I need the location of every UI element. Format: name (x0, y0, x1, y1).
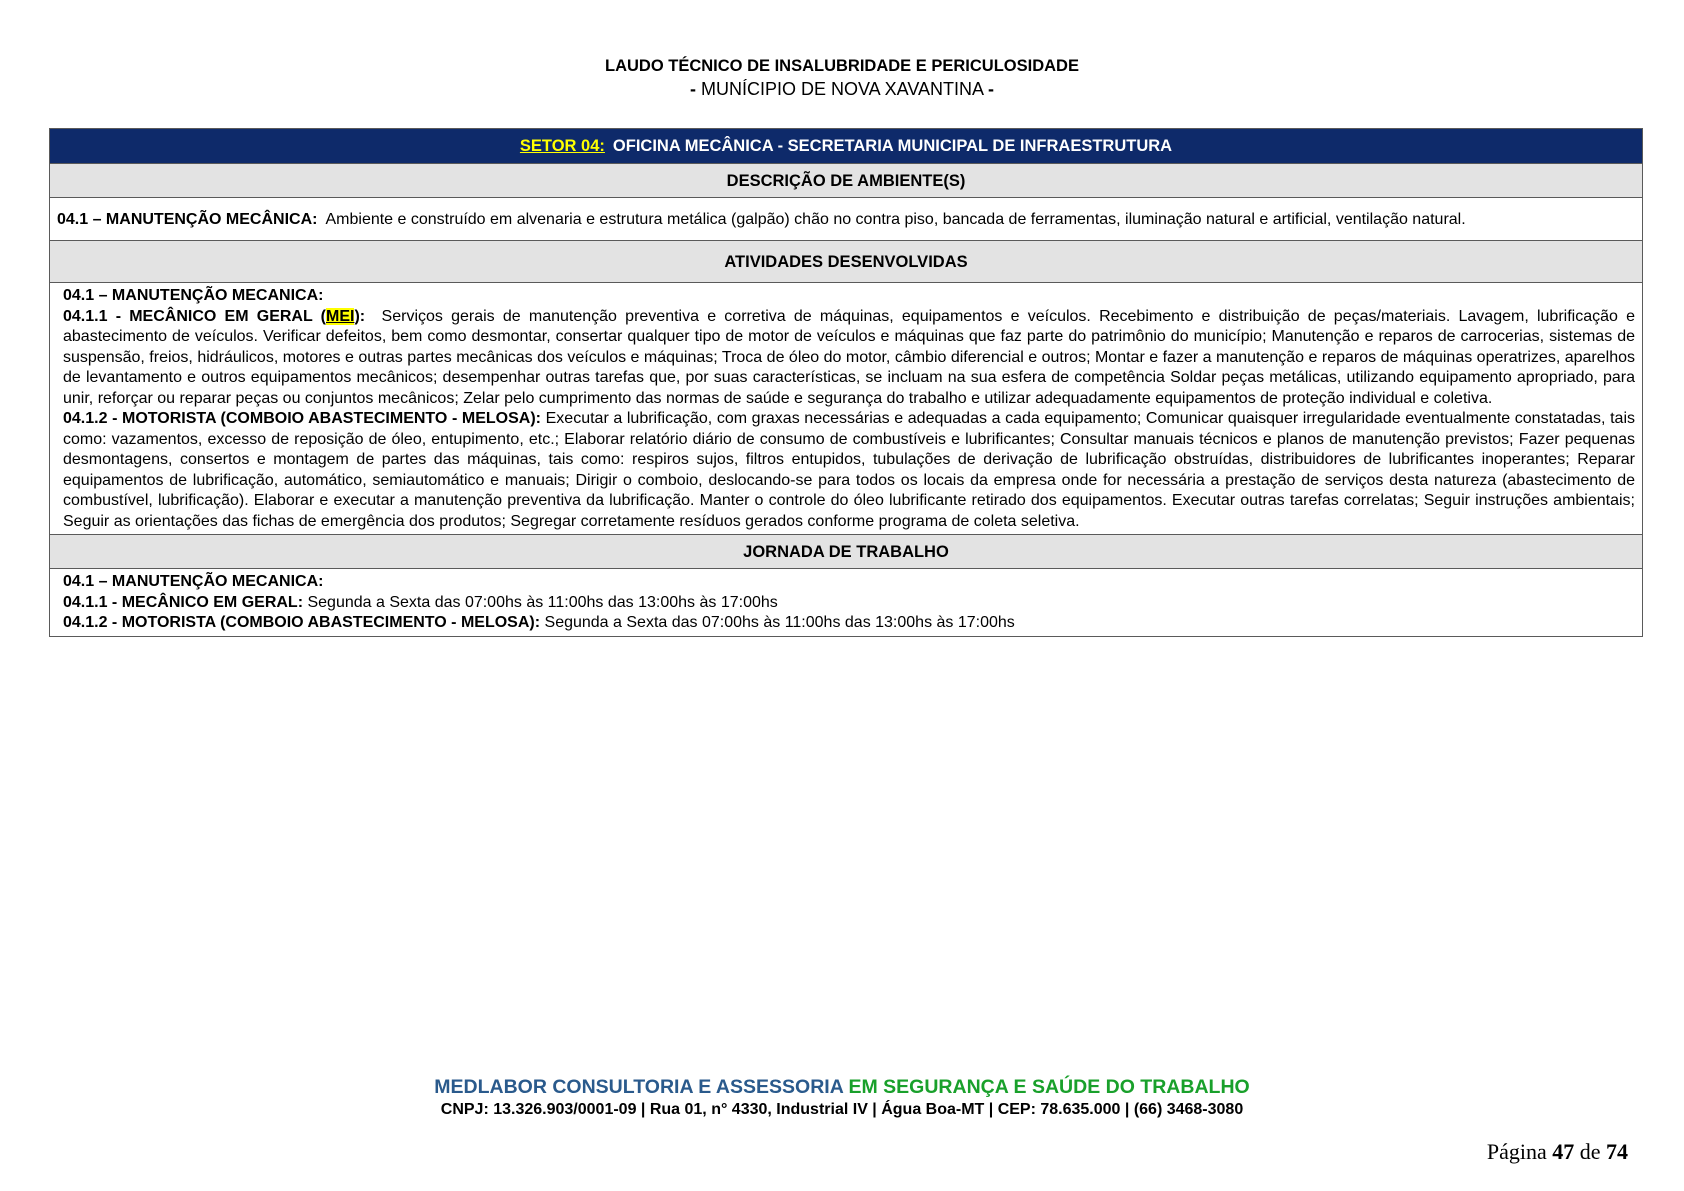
footer-contact: CNPJ: 13.326.903/0001-09 | Rua 01, n° 4330, Industrial IV | Água Boa-MT | CEP: 78.635.000 | (66) 3468-3080 (440, 1101, 1244, 1118)
document-subtitle: MUNÍCIPIO DE NOVA XAVANTINA (700, 79, 984, 99)
sector-title-bar (50, 129, 1642, 164)
sector-table (49, 128, 1643, 637)
subtitle-dash-right: - (988, 79, 995, 99)
activity-mechanic-label (63, 308, 365, 325)
subtitle-dash-left: - (689, 79, 696, 99)
footer-company (0, 1075, 1684, 1099)
schedule-heading: JORNADA DE TRABALHO (50, 535, 1642, 569)
description-label: 04.1 – MANUTENÇÃO MECÂNICA: (57, 211, 318, 228)
description-heading: DESCRIÇÃO DE AMBIENTE(S) (50, 164, 1642, 198)
schedule-item-mechanic (63, 593, 1635, 614)
activity-driver-label: 04.1.2 - MOTORISTA (COMBOIO ABASTECIMENTO - MELOSA): (63, 410, 542, 427)
schedule-driver-text: Segunda a Sexta das 07:00hs às 11:00hs das 13:00hs às 17:00hs (544, 614, 1015, 631)
footer-company-part1: MEDLABOR CONSULTORIA E ASSESSORIA (434, 1076, 844, 1098)
document-title: LAUDO TÉCNICO DE INSALUBRIDADE E PERICULOSIDADE (605, 57, 1079, 75)
activity-mechanic-text: Serviços gerais de manutenção preventiva e corretiva de máquinas, equipamentos e veículos. Recebimento e distribuição de peças/materiais. Lavagem, lubrificação e abastecimento de veículos. Verificar defeitos, bem como desmontar, consertar qualquer tipo de motor de veículos e máquinas que faz parte do patrimônio do município; Manutenção e reparos de carrocerias, sistemas de suspensão, freios, hidráulicos, motores e outras partes mecânicas dos veículos e máquinas; Troca de óleo do motor, câmbio diferencial e outros; Montar e fazer a manutenção e reparos de máquinas operatrizes, aparelhos de levantamento e outros equipamentos mecânicos; desempenhar outras tarefas que, por suas características, se incluam na sua esfera de competência Soldar peças metálicas, utilizando equipamento apropriado, para unir, reforçar ou reparar peças ou conjuntos mecânicos; Zelar pelo cumprimento das normas de saúde e segurança do trabalho e utilizar adequadamente equipamentos de proteção individual e coletiva. (63, 307, 1636, 407)
document-footer (0, 1075, 1684, 1121)
page-separator: de (1579, 1139, 1601, 1164)
page-prefix: Página (1486, 1139, 1547, 1164)
schedule-block (50, 569, 1642, 636)
page-total: 74 (1606, 1139, 1628, 1164)
schedule-item-driver (63, 613, 1635, 634)
page-number (1418, 1139, 1628, 1165)
document-header (0, 55, 1684, 101)
activities-heading: ATIVIDADES DESENVOLVIDAS (50, 241, 1642, 283)
page-current: 47 (1552, 1139, 1575, 1164)
footer-company-part2: EM SEGURANÇA E SAÚDE DO TRABALHO (848, 1076, 1250, 1098)
activity-item-driver (63, 409, 1635, 532)
schedule-mechanic-label: 04.1.1 - MECÂNICO EM GERAL: (63, 593, 304, 611)
document-subtitle-line (0, 77, 1684, 101)
mei-highlight: MEI (326, 307, 355, 325)
description-row (50, 198, 1642, 241)
sector-tag: SETOR 04: (519, 137, 605, 155)
sector-name: OFICINA MECÂNICA - SECRETARIA MUNICIPAL DE INFRAESTRUTURA (612, 137, 1173, 155)
schedule-group-label: 04.1 – MANUTENÇÃO MECANICA: (63, 573, 324, 590)
description-text: Ambiente e construído em alvenaria e estrutura metálica (galpão) chão no contra piso, bancada de ferramentas, iluminação natural e artificial, ventilação natural. (325, 211, 1466, 228)
schedule-mechanic-text: Segunda a Sexta das 07:00hs às 11:00hs das 13:00hs às 17:00hs (307, 593, 778, 611)
schedule-driver-label: 04.1.2 - MOTORISTA (COMBOIO ABASTECIMENTO - MELOSA): (63, 614, 541, 631)
activity-mechanic-label-before: 04.1.1 - MECÂNICO EM GERAL ( (63, 307, 327, 325)
activities-block (50, 283, 1642, 535)
activity-driver-text: Executar a lubrificação, com graxas necessárias e adequadas a cada equipamento; Comunicar quaisquer irregularidade eventualmente constatadas, tais como: vazamentos, excesso de reposição de óleo, entupimento, etc.; Elaborar relatório diário de consumo de combustíveis e lubrificantes; Consultar manuais técnicos e planos de manutenção previstos; Fazer pequenas desmontagens, consertos e montagem de partes das máquinas, tais como: respiros sujos, filtros entupidos, tubulações de derivação de lubrificação obstruídas, distribuidores de lubrificantes inoperantes; Reparar equipamentos de lubrificação, automático, semiautomático e manuais; Dirigir o comboio, deslocando-se para todos os locais da empresa onde for necessária a prestação de serviços desta natureza (abastecimento de combustível, lubrificação). Elaborar e executar a manutenção preventiva da lubrificação. Manter o controle do óleo lubrificante retirado dos equipamentos. Executar outras tarefas correlatas; Seguir instruções ambientais; Seguir as orientações das fichas de emergência dos produtos; Segregar corretamente resíduos gerados conforme programa de coleta seletiva. (63, 410, 1636, 530)
activity-mechanic-label-after: ): (354, 307, 366, 325)
activities-group-label: 04.1 – MANUTENÇÃO MECANICA: (63, 287, 324, 304)
activity-item-mechanic (63, 307, 1635, 410)
